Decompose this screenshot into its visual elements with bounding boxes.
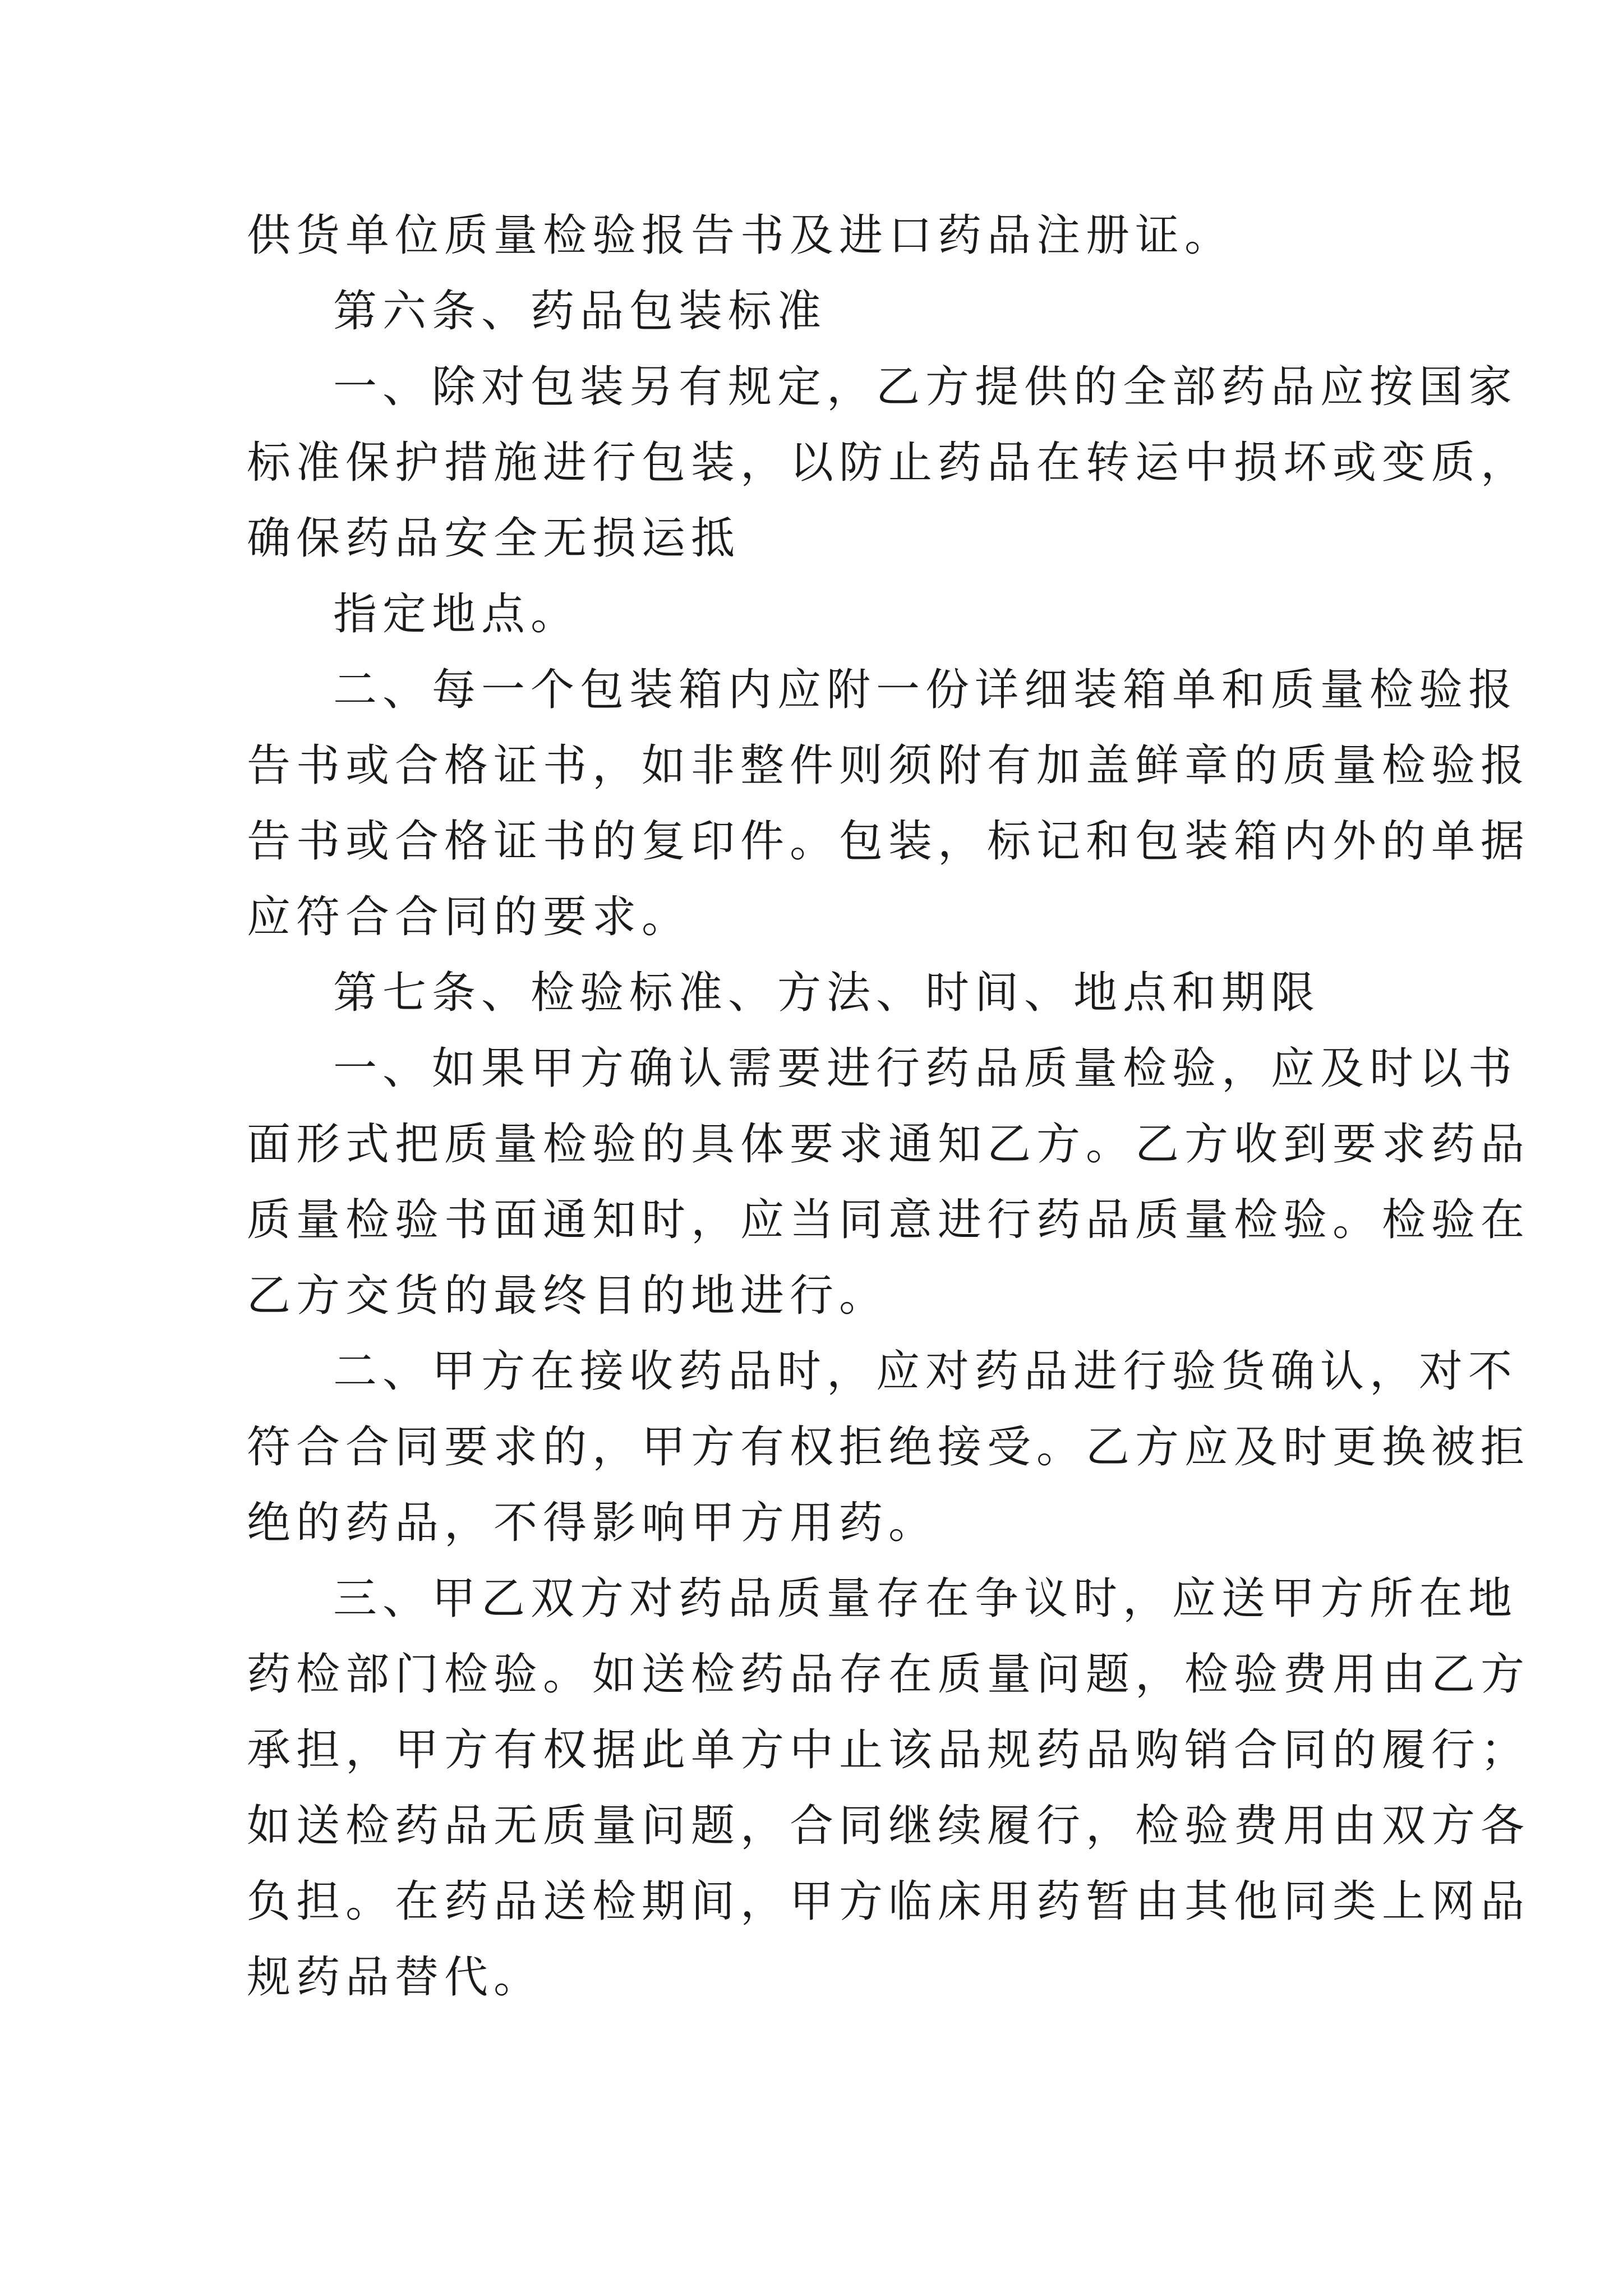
text-line: 告书或合格证书，如非整件则须附有加盖鲜章的质量检验报	[247, 740, 1530, 791]
text-line: 一、除对包装另有规定，乙方提供的全部药品应按国家	[333, 362, 1518, 412]
text-line: 供货单位质量检验报告书及进口药品注册证。	[247, 210, 1234, 261]
section-heading: 第六条、药品包装标准	[333, 286, 827, 337]
text-line: 指定地点。	[333, 589, 580, 639]
text-line: 应符合合同的要求。	[247, 892, 691, 942]
text-line: 承担，甲方有权据此单方中止该品规药品购销合同的履行；	[247, 1725, 1530, 1775]
text-line: 乙方交货的最终目的地进行。	[247, 1271, 889, 1321]
text-line: 面形式把质量检验的具体要求通知乙方。乙方收到要求药品	[247, 1119, 1530, 1170]
text-line: 二、每一个包装箱内应附一份详细装箱单和质量检验报	[333, 665, 1518, 715]
section-heading: 第七条、检验标准、方法、时间、地点和期限	[333, 968, 1321, 1018]
text-line: 确保药品安全无损运抵	[247, 513, 741, 564]
text-line: 一、如果甲方确认需要进行药品质量检验，应及时以书	[333, 1043, 1518, 1094]
text-line: 绝的药品，不得影响甲方用药。	[247, 1498, 938, 1548]
text-line: 告书或合格证书的复印件。包装，标记和包装箱内外的单据	[247, 816, 1530, 867]
text-line: 三、甲乙双方对药品质量存在争议时，应送甲方所在地	[333, 1573, 1518, 1624]
text-line: 二、甲方在接收药品时，应对药品进行验货确认，对不	[333, 1346, 1518, 1397]
text-line: 负担。在药品送检期间，甲方临床用药暂由其他同类上网品	[247, 1876, 1530, 1927]
text-line: 符合合同要求的，甲方有权拒绝接受。乙方应及时更换被拒	[247, 1422, 1530, 1473]
text-line: 质量检验书面通知时，应当同意进行药品质量检验。检验在	[247, 1195, 1530, 1245]
text-line: 规药品替代。	[247, 1952, 543, 2003]
text-line: 如送检药品无质量问题，合同继续履行，检验费用由双方各	[247, 1801, 1530, 1851]
text-line: 标准保护措施进行包装，以防止药品在转运中损坏或变质，	[247, 438, 1530, 488]
text-line: 药检部门检验。如送检药品存在质量问题，检验费用由乙方	[247, 1649, 1530, 1700]
